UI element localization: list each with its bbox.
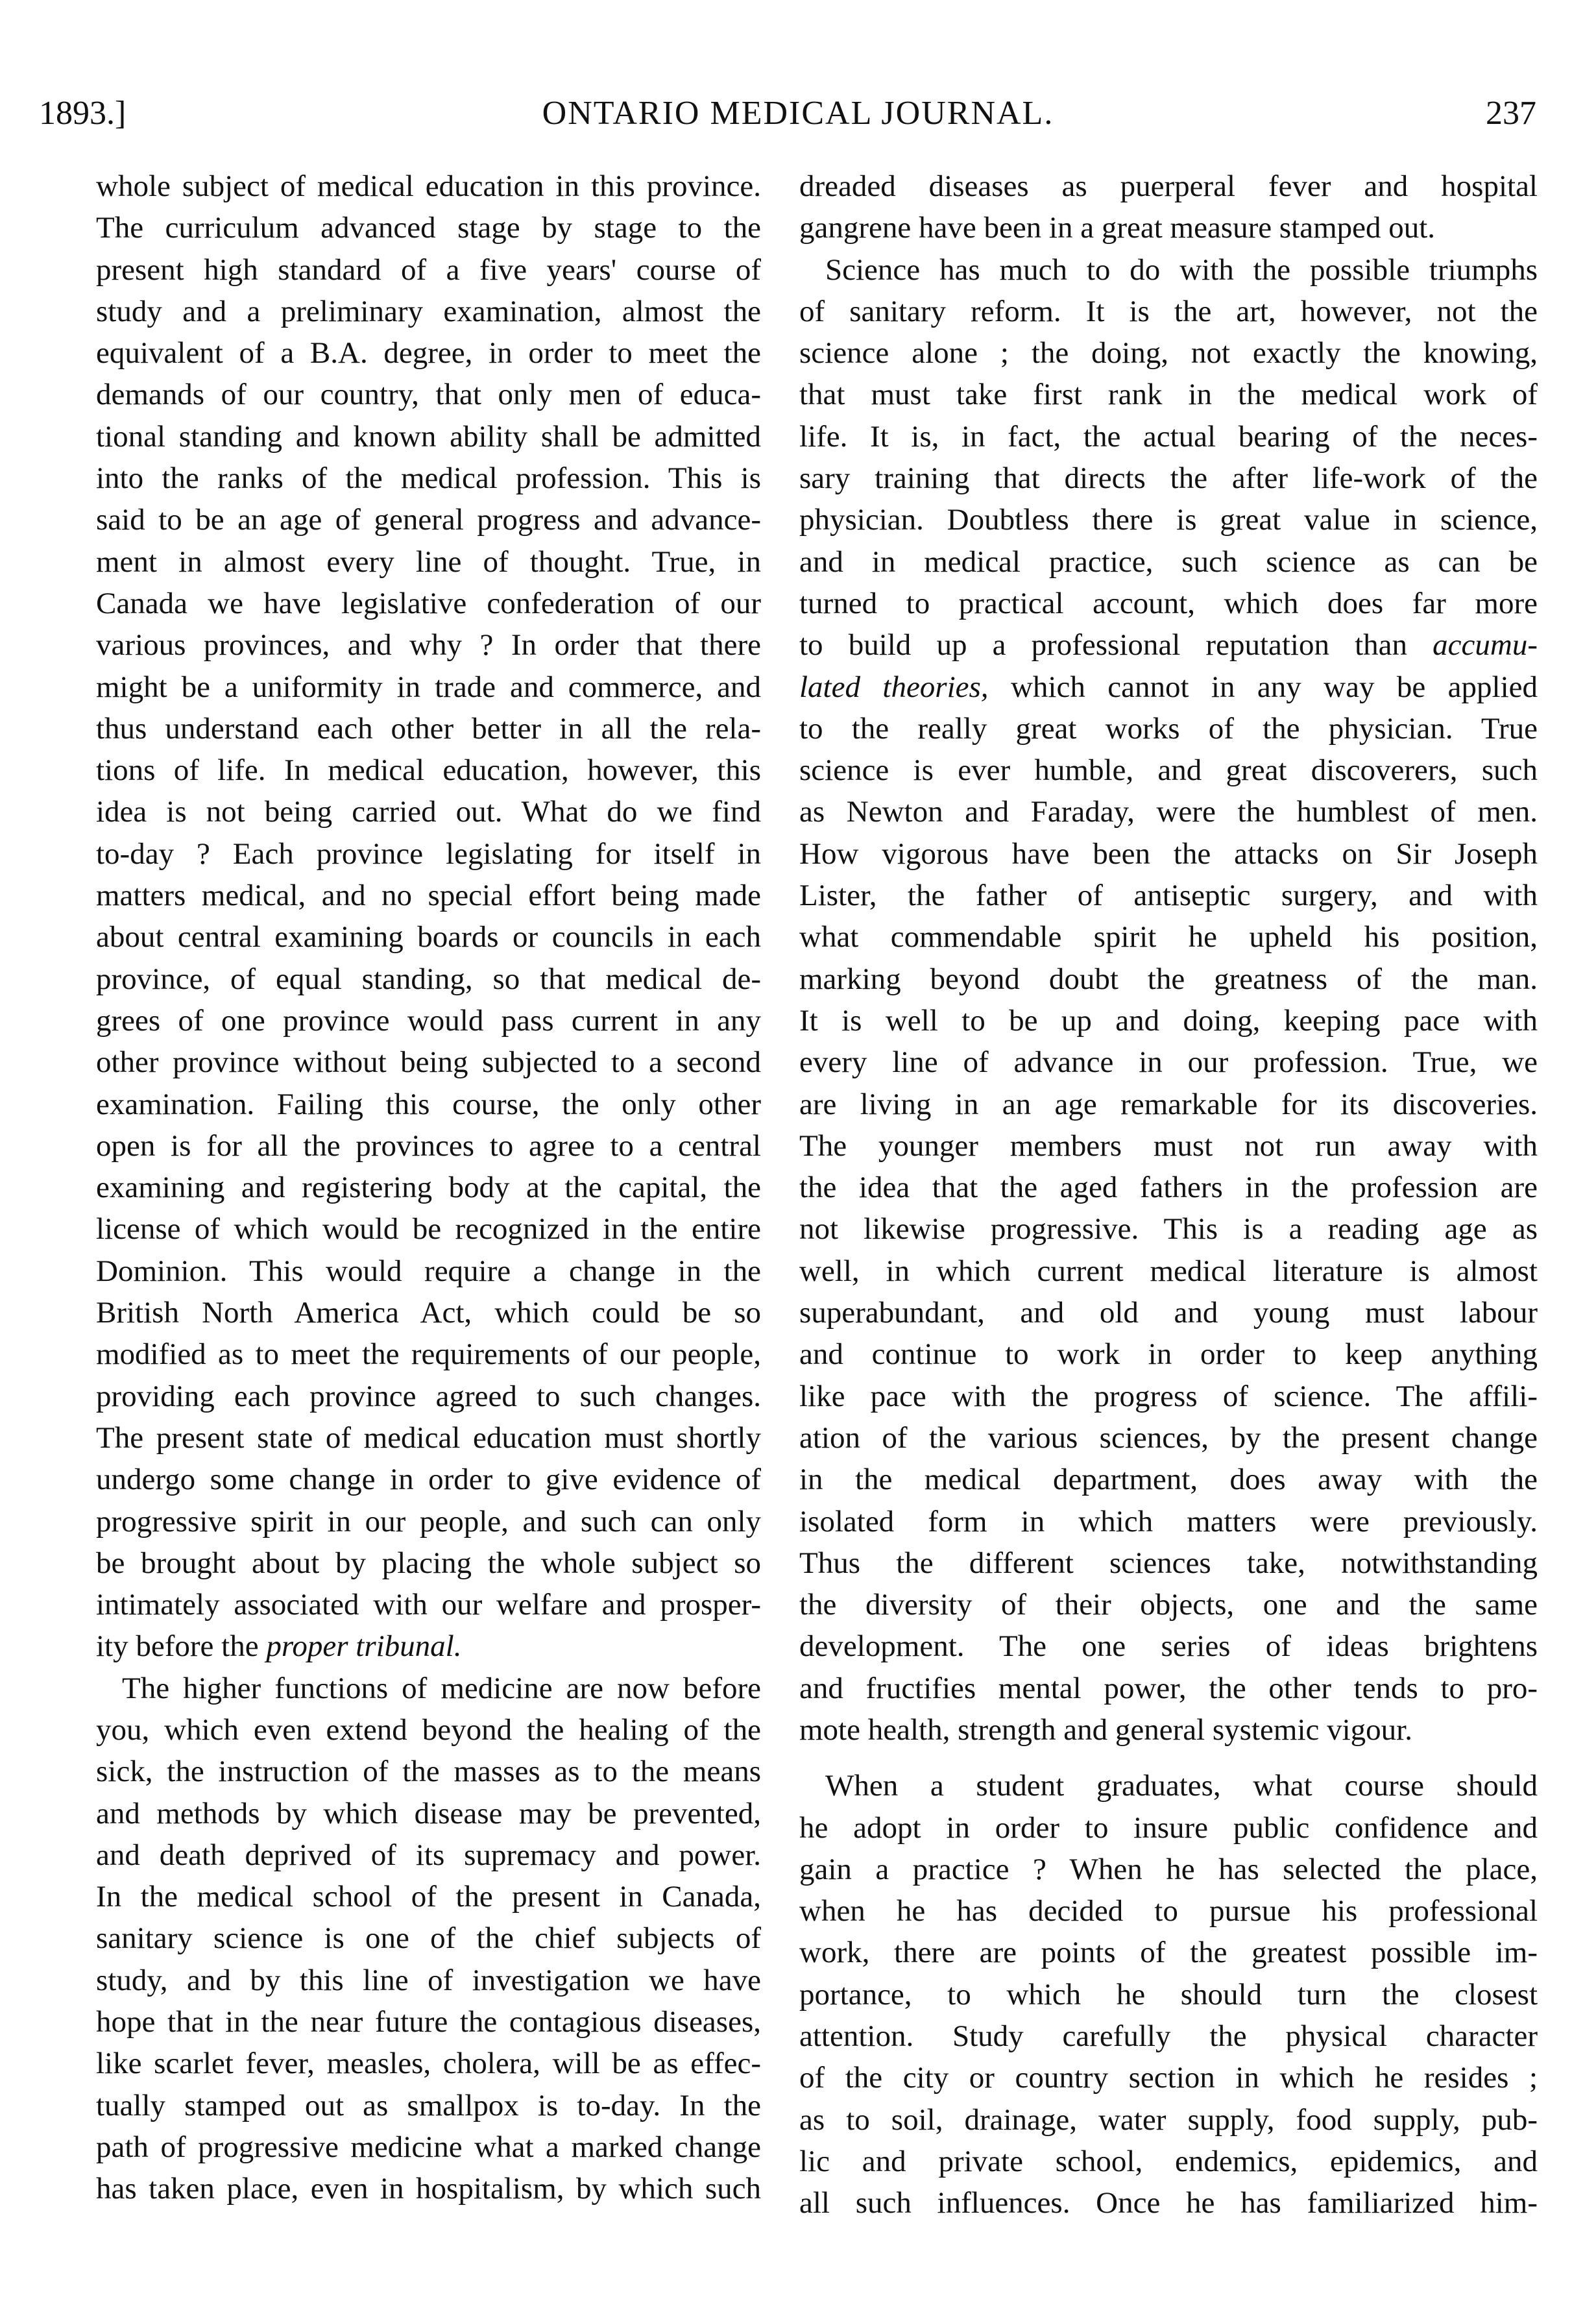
text-segment: lic and private school, endemics, epidemics, and: [799, 2144, 1538, 2178]
text-line: [799, 1000, 1538, 1041]
text-line: [799, 2015, 1538, 2057]
text-segment: The younger members must not run away with: [799, 1128, 1538, 1163]
text-segment: gangrene have been in a great measure stamped out.: [799, 211, 1436, 245]
text-line: [96, 1000, 761, 1041]
text-segment: examining and registering body at the capital, the: [96, 1171, 761, 1205]
text-line: [96, 583, 761, 624]
text-segment: are living in an age remarkable for its discoveries.: [799, 1087, 1538, 1121]
text-line: [96, 2126, 761, 2168]
text-line: [96, 916, 761, 958]
text-segment: science is ever humble, and great discoverers, such: [799, 753, 1538, 788]
text-line: [96, 1793, 761, 1834]
text-segment: It is well to be up and doing, keeping pace with: [799, 1003, 1538, 1038]
text-segment: to-day ? Each province legislating for itself in: [96, 836, 761, 871]
text-line: [799, 958, 1538, 1000]
page-number: 237: [1486, 95, 1536, 132]
text-line: [799, 1292, 1538, 1333]
text-segment: thus understand each other better in all the rela-: [96, 711, 761, 746]
text-segment: Science has much to do with the possible triumphs: [825, 252, 1538, 287]
text-line: [96, 1960, 761, 2001]
text-column-left: [96, 165, 761, 2210]
text-segment: and continue to work in order to keep anything: [799, 1337, 1538, 1372]
text-line: [799, 1542, 1538, 1584]
text-line: [799, 499, 1538, 541]
text-line: [799, 1333, 1538, 1375]
text-line: [799, 1167, 1538, 1208]
text-segment: science alone ; the doing, not exactly the knowing,: [799, 336, 1538, 371]
text-line: [96, 708, 761, 749]
text-segment: Lister, the father of antiseptic surgery, and with: [799, 879, 1538, 913]
text-segment: dreaded diseases as puerperal fever and hospital: [799, 169, 1538, 203]
text-line: [799, 1584, 1538, 1625]
text-segment: that must take first rank in the medical work of: [799, 378, 1538, 412]
text-segment: tually stamped out as smallpox is to-day. In the: [96, 2088, 761, 2122]
text-segment: every line of advance in our profession. True, we: [799, 1045, 1538, 1080]
text-line: [799, 1932, 1538, 1973]
text-segment: and fructifies mental power, the other tends to pro-: [799, 1671, 1538, 1705]
text-line: [96, 207, 761, 249]
text-line: [96, 1917, 761, 1959]
text-segment: sanitary science is one of the chief subjects of: [96, 1921, 761, 1956]
text-segment: study and a preliminary examination, almost the: [96, 294, 761, 328]
text-segment: providing each province agreed to such changes.: [96, 1379, 761, 1413]
text-segment: study, and by this line of investigation we have: [96, 1963, 761, 1997]
text-segment: license of which would be recognized in the entire: [96, 1212, 761, 1246]
text-line: [799, 1890, 1538, 1932]
text-line: [799, 374, 1538, 415]
text-segment: might be a uniformity in trade and commerce, and: [96, 670, 761, 704]
text-segment: province, of equal standing, so that medical de-: [96, 962, 761, 996]
text-segment: as to soil, drainage, water supply, food supply, pub-: [799, 2102, 1538, 2137]
text-segment: which cannot in any way be applied: [988, 670, 1538, 704]
text-segment: matters medical, and no special effort being made: [96, 879, 761, 913]
text-segment: The present state of medical education must shortly: [96, 1420, 761, 1455]
text-line: [799, 916, 1538, 958]
text-line: [96, 1876, 761, 1917]
text-line: [96, 1417, 761, 1459]
text-line: [799, 291, 1538, 332]
text-segment: The higher functions of medicine are now before: [122, 1671, 761, 1705]
text-line: [799, 1041, 1538, 1083]
text-segment: all such influences. Once he has familiarized him-: [799, 2186, 1538, 2220]
text-segment: be brought about by placing the whole subject so: [96, 1546, 761, 1580]
text-segment: well, in which current medical literature is almost: [799, 1254, 1538, 1288]
text-line: [799, 1849, 1538, 1890]
text-line: [799, 1125, 1538, 1167]
text-segment: whole subject of medical education in this province.: [96, 169, 761, 203]
text-line: [96, 1292, 761, 1333]
text-line: [799, 1501, 1538, 1542]
text-segment: and methods by which disease may be prevented,: [96, 1796, 761, 1830]
text-line: [96, 1542, 761, 1584]
text-line: [799, 1376, 1538, 1417]
text-line: [96, 1459, 761, 1500]
text-line: [96, 2168, 761, 2209]
text-line: [96, 374, 761, 415]
running-title: ONTARIO MEDICAL JOURNAL.: [542, 95, 1054, 132]
text-segment: about central examining boards or councils in each: [96, 920, 761, 954]
text-line: [799, 1974, 1538, 2015]
text-line: [96, 958, 761, 1000]
text-line: [96, 541, 761, 583]
text-line: [799, 1807, 1538, 1849]
text-segment: When a student graduates, what course should: [825, 1769, 1538, 1803]
text-segment: not likewise progressive. This is a reading age as: [799, 1212, 1538, 1246]
text-line: [799, 2182, 1538, 2224]
text-line: [96, 1167, 761, 1208]
italic-text: accumu-: [1433, 628, 1538, 663]
text-line: [799, 416, 1538, 457]
text-segment: undergo some change in order to give evidence of: [96, 1463, 761, 1497]
text-segment: what commendable spirit he upheld his position,: [799, 920, 1538, 954]
text-line: [799, 666, 1538, 708]
text-line: [799, 2141, 1538, 2182]
text-segment: tional standing and known ability shall be admitted: [96, 419, 761, 454]
text-segment: as Newton and Faraday, were the humblest of men.: [799, 795, 1538, 829]
text-segment: the idea that the aged fathers in the profession are: [799, 1171, 1538, 1205]
text-line: [799, 1459, 1538, 1500]
text-line: [799, 1208, 1538, 1250]
text-segment: hope that in the near future the contagious diseases,: [96, 2005, 761, 2039]
text-segment: gain a practice ? When he has selected the place,: [799, 1852, 1538, 1886]
text-line: [96, 1250, 761, 1292]
text-segment: present high standard of a five years' course of: [96, 252, 761, 287]
text-line: [799, 249, 1538, 291]
text-line: [799, 1084, 1538, 1125]
text-line: [96, 249, 761, 291]
text-segment: development. The one series of ideas brightens: [799, 1629, 1538, 1664]
text-segment: demands of our country, that only men of educa-: [96, 378, 761, 412]
text-line: [96, 332, 761, 374]
text-segment: superabundant, and old and young must labour: [799, 1296, 1538, 1330]
text-line: [96, 2085, 761, 2126]
text-segment: life. It is, in fact, the actual bearing of the neces-: [799, 419, 1538, 454]
text-line: [96, 1041, 761, 1083]
text-segment: he adopt in order to insure public confidence and: [799, 1810, 1538, 1845]
text-segment: portance, to which he should turn the closest: [799, 1977, 1538, 2012]
text-line: [96, 1084, 761, 1125]
text-segment: and in medical practice, such science as can be: [799, 544, 1538, 579]
text-line: [96, 833, 761, 875]
text-line: [96, 2043, 761, 2084]
text-segment: Canada we have legislative confederation of our: [96, 586, 761, 620]
text-segment: isolated form in which matters were previously.: [799, 1504, 1538, 1538]
text-segment: like scarlet fever, measles, cholera, will be as effec-: [96, 2047, 761, 2081]
text-line: [96, 1584, 761, 1625]
text-segment: other province without being subjected to a second: [96, 1045, 761, 1080]
text-segment: in the medical department, does away with the: [799, 1463, 1538, 1497]
text-line: [799, 207, 1538, 249]
text-segment: of sanitary reform. It is the art, however, not the: [799, 294, 1538, 328]
text-segment: ation of the various sciences, by the present change: [799, 1420, 1538, 1455]
text-segment: when he has decided to pursue his professional: [799, 1894, 1538, 1928]
text-segment: various provinces, and why ? In order that there: [96, 628, 761, 663]
text-line: [96, 624, 761, 666]
text-line: [799, 2099, 1538, 2141]
text-line: [799, 1709, 1538, 1751]
text-segment: open is for all the provinces to agree to a central: [96, 1128, 761, 1163]
text-line: [96, 791, 761, 833]
text-segment: has taken place, even in hospitalism, by which such: [96, 2172, 761, 2206]
italic-text: lated theories,: [799, 670, 989, 704]
text-segment: like pace with the progress of science. The affili-: [799, 1379, 1538, 1413]
text-segment: path of progressive medicine what a marked change: [96, 2130, 761, 2164]
text-line: [96, 1501, 761, 1542]
text-segment: In the medical school of the present in Canada,: [96, 1880, 761, 1914]
text-line: [799, 2057, 1538, 2098]
text-segment: grees of one province would pass current in any: [96, 1003, 761, 1038]
text-line: [799, 583, 1538, 624]
text-segment: work, there are points of the greatest possible im-: [799, 1936, 1538, 1970]
text-segment: the diversity of their objects, one and the same: [799, 1588, 1538, 1622]
text-line: [96, 416, 761, 457]
page-header-date: 1893.]: [39, 95, 127, 132]
text-segment: said to be an age of general progress and advance-: [96, 503, 761, 537]
text-line: [96, 875, 761, 916]
text-segment: modified as to meet the requirements of our people,: [96, 1337, 761, 1372]
text-segment: How vigorous have been the attacks on Sir Joseph: [799, 836, 1538, 871]
text-line: [96, 1376, 761, 1417]
text-segment: The curriculum advanced stage by stage to the: [96, 211, 761, 245]
text-segment: Thus the different sciences take, notwithstanding: [799, 1546, 1538, 1580]
text-line: [799, 749, 1538, 791]
text-line: [96, 291, 761, 332]
text-segment: physician. Doubtless there is great value in science,: [799, 503, 1538, 537]
text-line: [96, 165, 761, 207]
text-column-right: [799, 165, 1538, 2224]
text-line: [96, 1208, 761, 1250]
text-line: [96, 1751, 761, 1792]
text-line: [96, 499, 761, 541]
text-segment: turned to practical account, which does far more: [799, 586, 1538, 620]
text-segment: equivalent of a B.A. degree, in order to meet the: [96, 336, 761, 371]
text-segment: mote health, strength and general systemic vigour.: [799, 1712, 1412, 1747]
text-line: [799, 624, 1538, 666]
text-line: [799, 833, 1538, 875]
text-segment: marking beyond doubt the greatness of the man.: [799, 962, 1538, 996]
text-line: [799, 332, 1538, 374]
text-segment: and death deprived of its supremacy and power.: [96, 1838, 761, 1872]
text-line: [96, 1625, 761, 1667]
text-line: [96, 1709, 761, 1751]
text-line: [799, 875, 1538, 916]
text-segment: you, which even extend beyond the healing of the: [96, 1712, 761, 1747]
text-segment: intimately associated with our welfare and prosper-: [96, 1588, 761, 1622]
text-line: [799, 165, 1538, 207]
text-line: [96, 1834, 761, 1876]
text-segment: Dominion. This would require a change in the: [96, 1254, 761, 1288]
text-line: [799, 1417, 1538, 1459]
text-line: [96, 666, 761, 708]
text-line: [799, 708, 1538, 749]
text-line: [799, 541, 1538, 583]
text-line: [799, 457, 1538, 499]
text-segment: of the city or country section in which he resides ;: [799, 2061, 1538, 2095]
italic-text: proper tribunal.: [266, 1629, 462, 1664]
text-line: [799, 1625, 1538, 1667]
text-line: [799, 1668, 1538, 1709]
text-segment: progressive spirit in our people, and such can only: [96, 1504, 761, 1538]
text-line: [96, 1125, 761, 1167]
text-segment: examination. Failing this course, the only other: [96, 1087, 761, 1121]
text-line: [799, 1765, 1538, 1806]
text-segment: idea is not being carried out. What do we find: [96, 795, 761, 829]
text-segment: sary training that directs the after life-work of the: [799, 461, 1538, 496]
text-line: [96, 1333, 761, 1375]
text-line: [96, 457, 761, 499]
text-line: [96, 1668, 761, 1709]
text-segment: into the ranks of the medical profession. This is: [96, 461, 761, 496]
text-segment: to the really great works of the physician. True: [799, 711, 1538, 746]
text-line: [799, 1250, 1538, 1292]
text-segment: tions of life. In medical education, however, this: [96, 753, 761, 788]
text-line: [96, 2001, 761, 2043]
text-segment: ity before the: [96, 1629, 267, 1664]
text-segment: attention. Study carefully the physical character: [799, 2019, 1538, 2054]
text-segment: ment in almost every line of thought. True, in: [96, 544, 761, 579]
text-line: [96, 749, 761, 791]
text-segment: British North America Act, which could be so: [96, 1296, 761, 1330]
text-line: [799, 791, 1538, 833]
text-segment: sick, the instruction of the masses as to the means: [96, 1755, 761, 1789]
text-segment: to build up a professional reputation than: [799, 628, 1433, 663]
